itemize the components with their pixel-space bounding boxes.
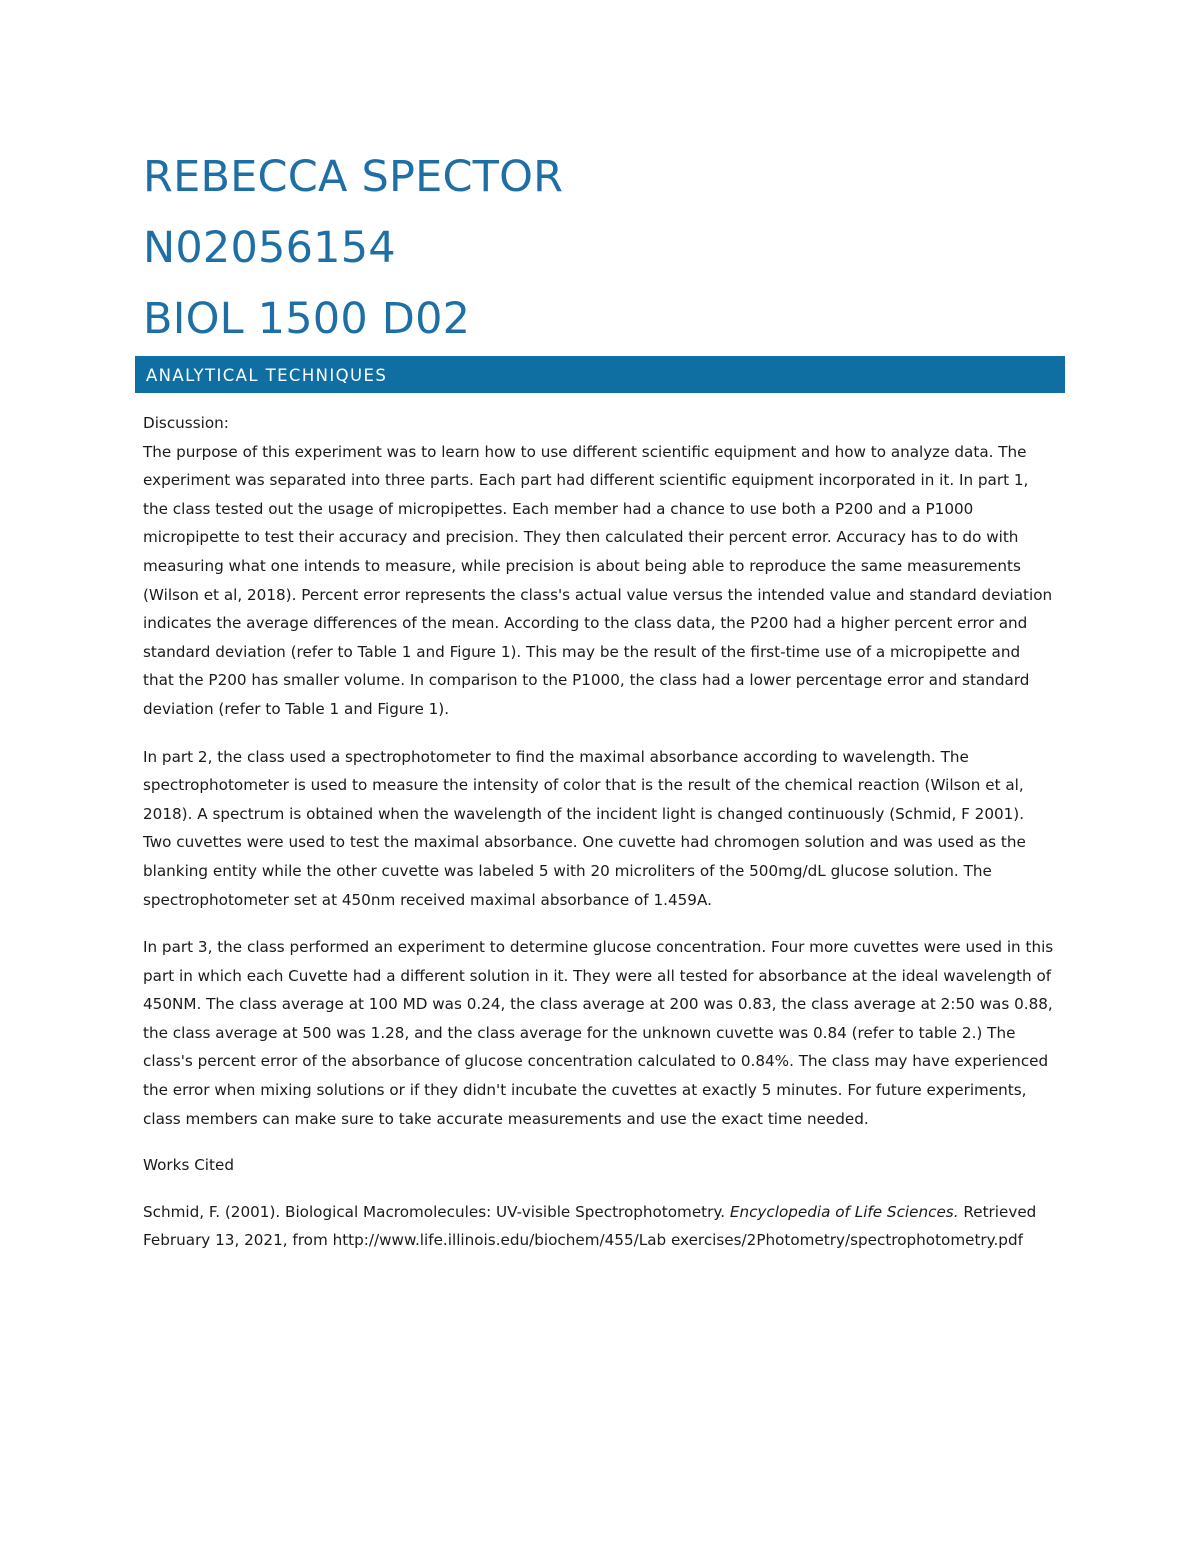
citation-authors-title: Schmid, F. (2001). Biological Macromolecules: UV-visible Spectrophotometry. — [143, 1202, 730, 1221]
title-block — [143, 142, 1043, 355]
student-id: N02056154 — [143, 223, 396, 273]
section-heading: ANALYTICAL TECHNIQUES — [146, 366, 388, 385]
citation-retrieval: Retrieved February 13, 2021, from http://www.life.illinois.edu/biochem/455/Lab exercises/2Photometry/spectrophotometry.pdf — [143, 1202, 1037, 1250]
citation-source: Encyclopedia of Life Sciences. — [729, 1202, 959, 1221]
works-cited-heading: Works Cited — [143, 1156, 234, 1175]
discussion-paragraph-2: In part 2, the class used a spectrophotometer to find the maximal absorbance according to wavelength. The spectrophotometer is used to measure the intensity of color that is the result of the chemical reaction (Wilson et al, 2018). A spectrum is obtained when the wavelength of the incident light is changed continuously (Schmid, F 2001). Two cuvettes were used to test the maximal absorbance. One cuvette had chromogen solution and was used as the blanking entity while the other cuvette was labeled 5 with 20 microliters of the 500mg/dL glucose solution. The spectrophotometer set at 450nm received maximal absorbance of 1.459A. — [143, 747, 1026, 909]
author-name: REBECCA SPECTOR — [143, 152, 564, 202]
discussion-paragraph-3: In part 3, the class performed an experiment to determine glucose concentration. Four more cuvettes were used in this part in which each Cuvette had a different solution in it. They were all tested for absorbance at the ideal wavelength of 450NM. The class average at 100 MD was 0.24, the class average at 200 was 0.83, the class average at 2:50 was 0.88, the class average at 500 was 1.28, and the class average for the unknown cuvette was 0.84 (refer to table 2.) The class's percent error of the absorbance of glucose concentration calculated to 0.84%. The class may have experienced the error when mixing solutions or if they didn't incubate the cuvettes at exactly 5 minutes. For future experiments, class members can make sure to take accurate measurements and use the exact time needed. — [143, 938, 1054, 1128]
section-heading-bar — [135, 356, 1065, 393]
discussion-paragraph-1: The purpose of this experiment was to learn how to use different scientific equipment and how to analyze data. The experiment was separated into three parts. Each part had different scientific equipment incorporated in it. In part 1, the class tested out the usage of micropipettes. Each member had a chance to use both a P200 and a P1000 micropipette to test their accuracy and precision. They then calculated their percent error. Accuracy has to do with measuring what one intends to measure, while precision is about being able to reproduce the same measurements (Wilson et al, 2018). Percent error represents the class's actual value versus the intended value and standard deviation indicates the average differences of the mean. According to the class data, the P200 had a higher percent error and standard deviation (refer to Table 1 and Figure 1). This may be the result of the first-time use of a micropipette and that the P200 has smaller volume. In comparison to the P1000, the class had a lower percentage error and standard deviation (refer to Table 1 and Figure 1). — [143, 442, 1053, 718]
document-body — [143, 409, 1055, 1255]
discussion-label: Discussion: — [143, 414, 229, 432]
citation-entry — [143, 1198, 1055, 1255]
course-code: BIOL 1500 D02 — [143, 294, 471, 344]
